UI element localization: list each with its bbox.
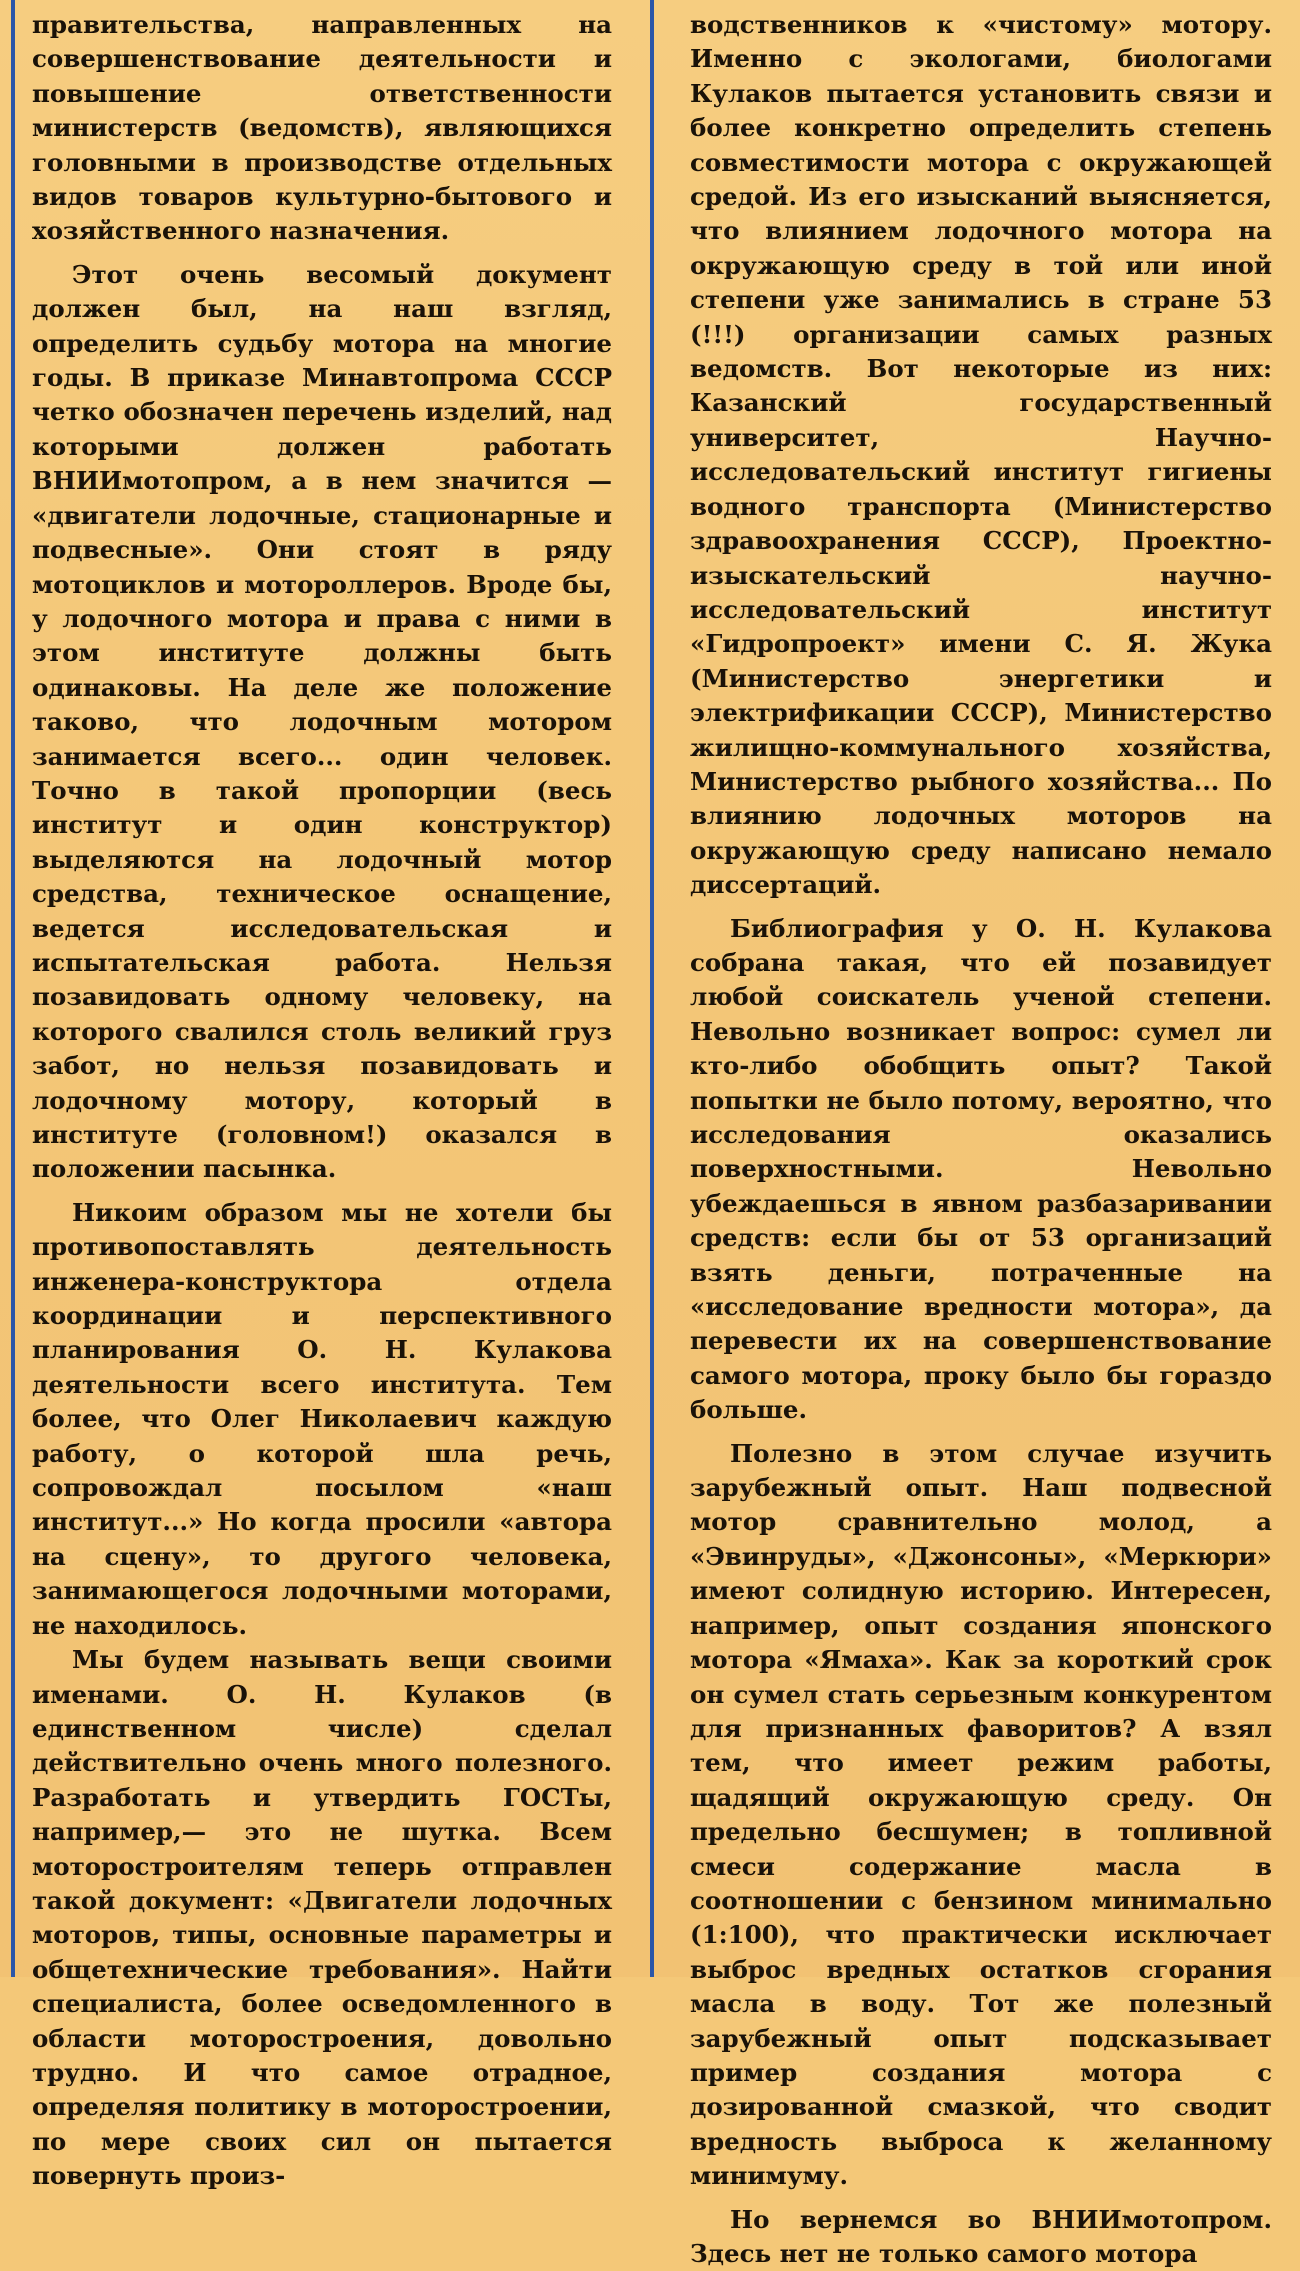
left-column-rule xyxy=(11,0,15,1977)
text-column-right xyxy=(690,8,1272,2271)
paragraph: Мы будем называть вещи своими именами. О. Н. Кулаков (в единственном числе) сделал действительно очень много полезного. Разработать и утвердить ГОСТы, например,— это не шутка. Всем моторостроителям теперь отправлен такой документ: «Двигатели лодочных моторов, типы, основные параметры и общетехнические требования». Найти специалиста, более осведомленного в области моторостроения, довольно трудно. И что самое отрадное, определяя политику в моторостроении, по мере своих сил он пытается повернуть произ- xyxy=(32,1645,612,2191)
paragraph: Библиография у О. Н. Кулакова собрана такая, что ей позавидует любой соискатель ученой степени. Невольно возникает вопрос: сумел ли кто-либо обобщить опыт? Такой попытки не было потому, вероятно, что исследования оказались поверхностными. Невольно убеждаешься в явном разбазаривании средств: если бы от 53 организаций взять деньги, потраченные на «исследование вредности мотора», да перевести их на совершенствование самого мотора, проку было бы гораздо больше. xyxy=(690,913,1272,1425)
column-divider-rule xyxy=(650,0,654,1977)
paragraph: Никоим образом мы не хотели бы противопоставлять деятельность инженера-конструктора отдела координации и перспективного планирования О. Н. Кулакова деятельности всего института. Тем более, что Олег Николаевич каждую работу, о которой шла речь, сопровождал посылом «наш институт...» Но когда просили «автора на сцену», то другого человека, занимающегося лодочными моторами, не находилось. xyxy=(32,1197,612,1640)
paragraph: Полезно в этом случае изучить зарубежный опыт. Наш подвесной мотор сравнительно молод, а «Эвинруды», «Джонсоны», «Меркюри» имеют солидную историю. Интересен, например, опыт создания японского мотора «Ямаха». Как за короткий срок он сумел стать серьезным конкурентом для признанных фаворитов? А взял тем, что имеет режим работы, щадящий окружающую среду. Он предельно бесшумен; в топливной смеси содержание масла в соотношении с бензином минимально (1:100), что практически исключает выброс вредных остатков сгорания масла в воду. Тот же полезный зарубежный опыт подсказывает пример создания мотора с дозированной смазкой, что сводит вредность выброса к желанному минимуму. xyxy=(690,1438,1272,2191)
paragraph: водственников к «чистому» мотору. Именно с экологами, биологами Кулаков пытается установить связи и более конкретно определить степень совместимости мотора с окружающей средой. Из его изысканий выясняется, что влиянием лодочного мотора на окружающую среду в той или иной степени уже занимались в стране 53 (!!!) организации самых разных ведомств. Вот некоторые из них: Казанский государственный университет, Научно-исследовательский институт гигиены водного транспорта (Министерство здравоохранения СССР), Проектно-изыскательский научно-исследовательский институт «Гидропроект» имени С. Я. Жука (Министерство энергетики и электрификации СССР), Министерство жилищно-коммунального хозяйства, Министерство рыбного хозяйства... По влиянию лодочных моторов на окружающую среду написано немало диссертаций. xyxy=(690,10,1272,900)
paragraph: правительства, направленных на совершенствование деятельности и повышение ответственности министерств (ведомств), являющихся головными в производстве отдельных видов товаров культурно-бытового и хозяйственного назначения. xyxy=(32,10,612,246)
text-column-left xyxy=(32,8,612,2194)
paragraph: Но вернемся во ВНИИмотопром. Здесь нет не только самого мотора xyxy=(690,2204,1272,2268)
paragraph: Этот очень весомый документ должен был, на наш взгляд, определить судьбу мотора на многие годы. В приказе Минавтопрома СССР четко обозначен перечень изделий, над которыми должен работать ВНИИмотопром, а в нем значится — «двигатели лодочные, стационарные и подвесные». Они стоят в ряду мотоциклов и мотороллеров. Вроде бы, у лодочного мотора и права с ними в этом институте должны быть одинаковы. На деле же положение таково, что лодочным мотором занимается всего... один человек. Точно в такой пропорции (весь институт и один конструктор) выделяются на лодочный мотор средства, техническое оснащение, ведется исследовательская и испытательская работа. Нельзя позавидовать одному человеку, на которого свалился столь великий груз забот, но нельзя позавидовать и лодочному мотору, который в институте (головном!) оказался в положении пасынка. xyxy=(32,259,612,1184)
